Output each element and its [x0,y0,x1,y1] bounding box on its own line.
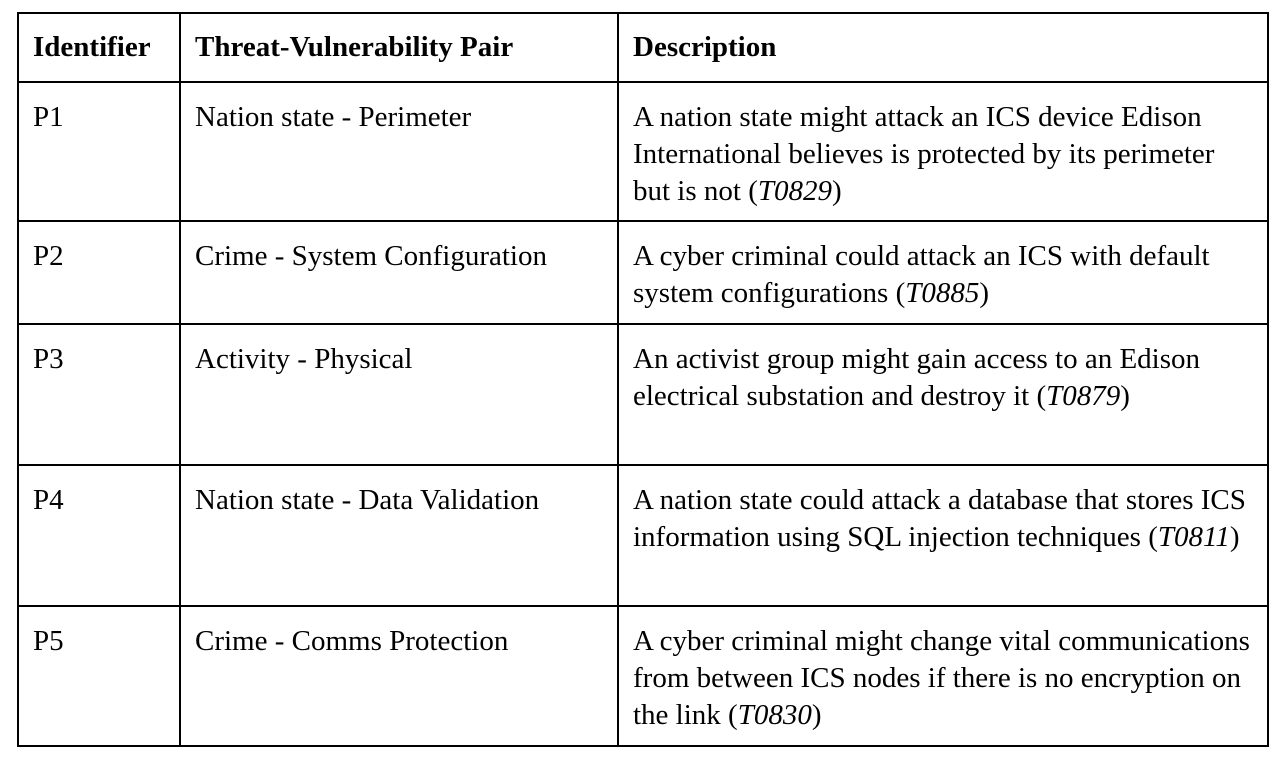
cell-description [618,465,1268,606]
threat-vulnerability-table [17,12,1269,747]
header-identifier: Identifier [18,13,180,82]
description-close: ) [1229,521,1240,553]
table-header-row [18,13,1268,82]
technique-code: T0885 [905,277,980,309]
header-description: Description [618,13,1268,82]
description-text: A cyber criminal might change vital communications from between ICS nodes if there is no encryption on the link ( [633,625,1250,731]
header-threat-vulnerability-pair: Threat-Vulnerability Pair [180,13,618,82]
cell-identifier: P4 [18,465,180,606]
description-close: ) [979,277,990,309]
technique-code: T0879 [1046,380,1121,412]
table-row [18,606,1268,746]
threat-table-container [17,12,1269,747]
description-close: ) [1120,380,1130,412]
cell-description [618,324,1268,465]
cell-pair: Activity - Physical [180,324,618,465]
description-close: ) [811,699,822,731]
technique-code: T0811 [1157,521,1230,553]
cell-identifier: P5 [18,606,180,746]
cell-pair: Nation state - Data Validation [180,465,618,606]
cell-pair: Crime - System Configuration [180,221,618,324]
description-text: An activist group might gain access to an Edison electrical substation and destroy it ( [633,343,1201,412]
technique-code: T0830 [737,699,812,731]
cell-description [618,221,1268,324]
cell-description [618,82,1268,221]
table-row [18,465,1268,606]
description-close: ) [832,175,842,207]
cell-pair: Crime - Comms Protection [180,606,618,746]
table-row [18,221,1268,324]
table-row [18,324,1268,465]
description-text: A nation state might attack an ICS device Edison International believes is protected by its perimeter but is not ( [633,101,1215,207]
cell-identifier: P2 [18,221,180,324]
cell-identifier: P1 [18,82,180,221]
cell-identifier: P3 [18,324,180,465]
description-text: A nation state could attack a database that stores ICS information using SQL injection techniques ( [633,484,1246,553]
technique-code: T0829 [757,175,833,207]
cell-description [618,606,1268,746]
cell-pair: Nation state - Perimeter [180,82,618,221]
description-text: A cyber criminal could attack an ICS with default system configurations ( [633,240,1210,309]
table-row [18,82,1268,221]
